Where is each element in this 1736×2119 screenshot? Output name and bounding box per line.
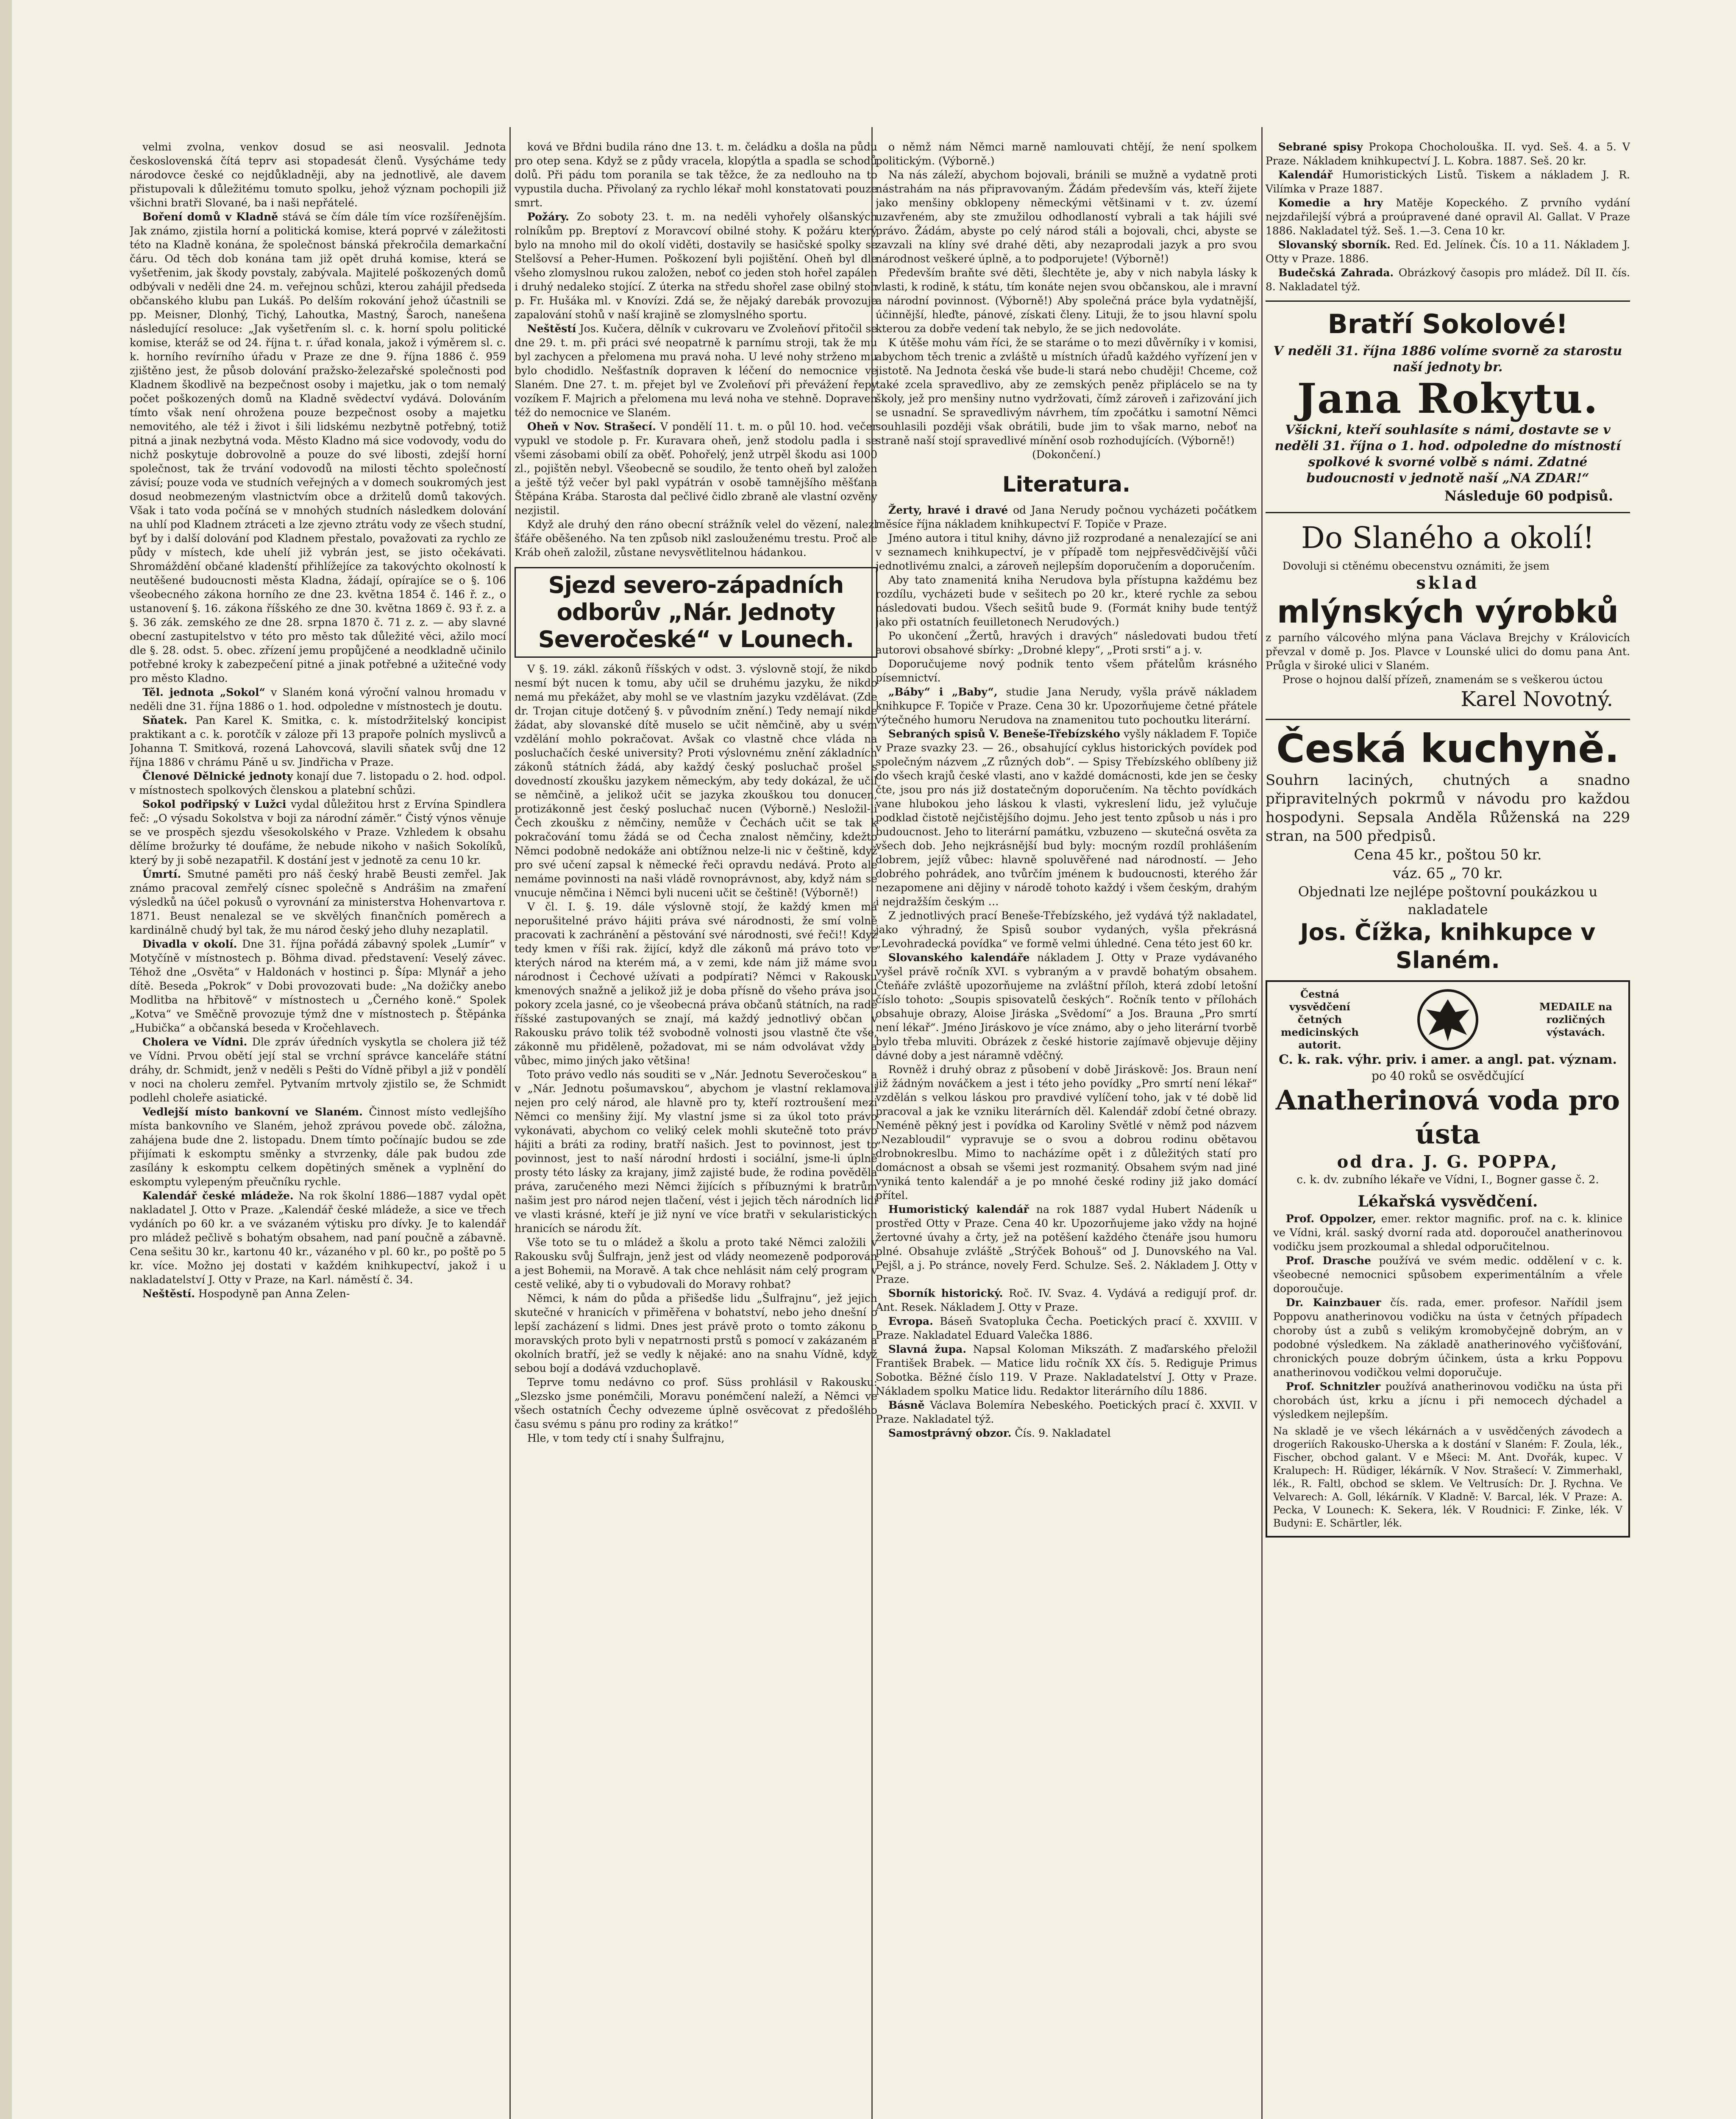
paragraph-text: K útěše mohu vám říci, že se staráme o to mezi důvěrníky i v komisi, abychom těch trenic a zvláště u místních úřadů každého vyřízení jen v jistotě. Na Jednota česká vše bude-li stará nebo chuději! Chceme, což také zcela spravedlivo, aby ze zemských peněz připlácelo se na ty školy, jež pro menšiny nutno vydržovati, čímž zároveň i zařizování jich se usnadní. Se spravedlivým návrhem, tím zpočátku i samotní Němci souhlasili později však obrátili, bude jim to však marno, neboť na straně naší stojí spravedlivé mínění osob rozhodujících. (Výborně!) <box>876 336 1257 447</box>
paragraph-text: Báseň Svatopluka Čecha. Poetických prací č. XXVIII. V Praze. Nakladatel Eduard Valečka 1886. <box>876 1315 1257 1341</box>
paragraph-text: o němž nám Němci marně namlouvati chtějí, že není spolkem politickým. (Výborně.) <box>876 141 1257 167</box>
news-paragraph <box>876 1062 1257 1202</box>
sokol-title: Bratří Sokolové! <box>1327 309 1568 339</box>
paragraph-text: Pan Karel K. Smitka, c. k. místodržitelský koncipist praktikant a c. k. porotčík v záloze při 13 prapoře polních myslivců a Johanna T. Smitková, rozená Lahovcová, slavili sňatek svůj dne 12 října 1886 v chrámu Páně u sv. Jindřicha v Praze. <box>130 714 506 768</box>
paragraph-text: Red. Ed. Jelínek. Čís. 10 a 11. Nákladem J. Otty v Praze. 1886. <box>1266 239 1630 265</box>
paragraph-heading: Slovanský sborník. <box>1278 239 1391 251</box>
paragraph-text: Jos. Kučera, dělník v cukrovaru ve Zvoleňoví přitočil se dne 29. t. m. při práci své neopatrně k parnímu stroji, tak že mu byl zachycen a přelomena mu pravá noha. U levé nohy strženo mu bylo chodidlo. Nešťastník dopraven k léčení do nemocnice ve Slaném. Dne 27. t. m. přejet byl ve Zvoleňoví při převážení řepy vozíkem F. Majrich a přelomena mu levá noha ve stehně. Dopraven též do nemocnice ve Slaném. <box>515 323 877 419</box>
paragraph-heading: Evropa. <box>888 1315 933 1327</box>
news-paragraph <box>876 1426 1257 1440</box>
news-paragraph <box>515 1235 877 1291</box>
paragraph-text: konají due 7. listopadu o 2. hod. odpol. v místnostech spolkových členskou a platební schůzi. <box>130 770 506 796</box>
paragraph-text: Vše toto se tu o mládež a školu a proto také Němci založili v Rakousku svůj Šulfrajn, jenž jest od vlády neomezeně podporován a jest Bohemii, na Moravě. A tak chce nehlásit nám celý program v cestě veliké, aby ti o vybudovali do Moravy rohbat? <box>515 1236 877 1290</box>
paragraph-text: v Slaném koná výroční valnou hromadu v neděli dne 31. října 1886 o 1. hod. odpoledne v místnostech je doutu. <box>130 686 506 712</box>
divider <box>1266 300 1630 302</box>
sokol-body: Všickni, kteří souhlasíte s námi, dostavte se v neděli 31. října o 1. hod. odpoledne do místností spolkové k svorné volbě s námi. Zdatné budoucnosti v jednotě naší „NA ZDAR!“ <box>1274 423 1621 486</box>
news-paragraph <box>1266 140 1630 168</box>
news-paragraph <box>876 909 1257 951</box>
column-divider <box>1261 127 1263 2119</box>
news-paragraph <box>515 900 877 1068</box>
column-divider <box>509 127 511 2119</box>
paragraph-text: Jméno autora i titul knihy, dávno již rozprodané a nenalezající se ani v seznamech knihkupectví, je v případě tom nejpřesvědčivější vůči jednotlivému znalci, a zároveň nejlepším doporučením a doporučením. <box>876 532 1257 572</box>
paragraph-text: Čís. 9. Nakladatel <box>1011 1427 1111 1439</box>
paragraph-text: V čl. I. §. 19. dále výslovně stojí, že každý kmen má neporušitelné právo hájiti práva své národnosti, že smí volně pracovati k zachránění a pěstování své národnosti, své řeči!! Když tedy kmen v říši rak. žijící, když dle zákonů má právo toto ve kterých národ na kterém má, a v zemi, kde nám již máme svou národnost i Čechové užívati a podpírati? Němci v Rakousku kmenových snažně a jelikož již je doba přísně do všeho práva jsou pokory zcela jasné, co je všeobecná práva občanů státních, na radě říšské zastupovaných se znají, má každý jednotlivý občan v Rakousku právo tolik též svobodně volnosti jsou vlastně čte vše, zákonně mu přiděleně, požadovat, mi se nám odvolávat vždy a vůbec, mimo jiných jako většina! <box>515 901 877 1067</box>
paragraph-heading: Úmrtí. <box>142 868 181 880</box>
cookbook-publisher: Jos. Čížka, knihkupce v Slaném. <box>1300 919 1596 973</box>
paragraph-heading: „Báby“ i „Baby“, <box>888 686 998 698</box>
divider <box>1266 512 1630 513</box>
mill-body: z parního válcového mlýna pana Václava Brejchy v Královicích převzal v domě p. Jos. Plavce v Lounské ulici do domu pana Ant. Průgla v široké ulici v Slaném. <box>1266 631 1630 672</box>
anatherin-ad <box>1266 980 1630 1538</box>
news-paragraph <box>515 322 877 420</box>
news-paragraph <box>876 1202 1257 1286</box>
paragraph-heading: Humoristický kalendář <box>888 1203 1029 1215</box>
paragraph-text: velmi zvolna, venkov dosud se asi neosvalil. Jednota československá čítá teprv asi stopadesát členů. Vysýcháme tedy národovce české co nejdůkladněji, aby na jednotlivě, ale davem přistupovali k důležitému tomuto spolku, jehož význam pochopili již všichni bratři Slované, ba i naši nepřátelé. <box>130 141 506 209</box>
news-paragraph <box>876 1314 1257 1342</box>
paragraph-text: používá anatherinovou vodičku na ústa při chorobách úst, krku a jícnu i při nemocech dýchadel a výsledkem nejlepším. <box>1273 1380 1622 1421</box>
news-paragraph <box>1273 1212 1622 1254</box>
mill-signature: Karel Novotný. <box>1461 687 1613 711</box>
news-paragraph <box>130 937 506 1035</box>
literature-list <box>1266 140 1630 294</box>
paragraph-heading: Sebraných spisů V. Beneše-Třebízského <box>888 728 1120 740</box>
paragraph-heading: Samostprávný obzor. <box>888 1427 1012 1439</box>
news-paragraph <box>515 1431 877 1445</box>
news-paragraph <box>876 336 1257 448</box>
mill-products-ad <box>1266 520 1630 712</box>
sokol-election-notice <box>1266 309 1630 505</box>
article-column-3 <box>876 140 1257 2119</box>
paragraph-text: vydal důležitou hrst z Ervína Spindlera feč: „O výsadu Sokolstva v boji za národní záměr.“ Čistý výnos věnuje se ve prospěch sjezdu všesokolského v Praze. Vzhledem k obsahu dělíme brožurky té doufáme, že nebude nikoho v našich Sokolíků, který by ji sobě nezapatřil. K dostání jest v jednotě za cenu 10 kr. <box>130 798 506 866</box>
paragraph-text: emer. rektor magnific. prof. na c. k. klinice ve Vídni, král. saský dvorní rada atd. doporoučel anatherinovou vodičku jsem prozkoumal a shledal odporučitelnou. <box>1273 1212 1623 1253</box>
paragraph-text: (Dokončení.) <box>1032 448 1101 461</box>
news-paragraph <box>515 140 877 210</box>
paragraph-text: Doporučujeme nový podnik tento všem přátelům krásného písemnictví. <box>876 658 1257 684</box>
news-paragraph <box>876 503 1257 531</box>
paragraph-heading: Slovanského kalendáře <box>888 951 1030 964</box>
anatherin-product: Anatherinová voda pro ústa <box>1275 1085 1620 1150</box>
sales-points: Na skladě je ve všech lékárnách a v usvědčených závodech a drogeriích Rakousko-Uherska a k dostání v Slaném: F. Zoula, lék., Fischer, obchod galant. V e Mšeci: M. Ant. Dvořák, kupec. V Kralupech: H. Rüdiger, lékárník. V Nov. Strašecí: V. Zimmerhakl, lék., R. Faltl, obchod se sklem. Ve Veltrusích: Dr. J. Rychna. Ve Velvarech: A. Goll, lékárník. V Kladně: V. Barcal, lék. V Praze: A. Pecka, V Lounech: K. Sekera, lék. V Roudnici: F. Zinke, lék. V Budyni: E. Schärtler, lék. <box>1273 1425 1622 1529</box>
news-paragraph <box>130 1287 506 1301</box>
cookbook-ad <box>1266 727 1630 974</box>
article-column-1 <box>130 140 506 2119</box>
paragraph-heading: Vedlejší místo bankovní ve Slaném. <box>142 1106 363 1118</box>
news-paragraph <box>515 420 877 517</box>
paragraph-heading: Slavná župa. <box>888 1343 967 1355</box>
news-paragraph <box>515 210 877 322</box>
cookbook-body: Souhrn laciných, chutných a snadno připravitelných pokrmů v návodu pro každou hospodyni. Sepsala Anděla Růženská na 229 stran, na 500 předpisů. <box>1266 772 1630 845</box>
news-paragraph <box>876 951 1257 1062</box>
paragraph-text: Aby tato znamenitá kniha Nerudova byla přístupna každému bez rozdílu, vycházeti bude v sešitech po 20 kr., které rychle za sebou následovati budou. Všech sešitů bude 9. (Formát knihy bude tentýž jako při ostatních feuilletonech Nerudových.) <box>876 574 1257 628</box>
news-paragraph <box>876 629 1257 657</box>
news-paragraph <box>876 727 1257 909</box>
section-title: Literatura. <box>1002 472 1131 497</box>
paragraph-text: Roč. IV. Svaz. 4. Vydává a redigují prof. dr. Ant. Resek. Nákladem J. Otty v Praze. <box>876 1287 1257 1313</box>
news-paragraph <box>876 1286 1257 1314</box>
medal-left-text: Čestná vysvědčení četných medicinských autorit. <box>1281 988 1359 1051</box>
paragraph-heading: Prof. Oppolzer, <box>1286 1212 1376 1225</box>
sokol-signatures: Následuje 60 podpisů. <box>1444 488 1613 504</box>
paragraph-text: Václava Bolemíra Nebeského. Poetických prací č. XXVII. V Praze. Nakladatel týž. <box>876 1399 1257 1425</box>
paragraph-heading: Neštěstí. <box>142 1288 195 1300</box>
paragraph-text: V §. 19. zákl. zákonů říšských v odst. 3. výslovně stojí, že nikdo nesmí být nucen k tomu, aby učil se druhému jazyku, že nikdo nemá mu překážet, aby mohl se ve vlastním jazyku vzdělávat. (Zde dr. Trojan cituje dotčený §. v původním znění.) Tedy nemají nikde žádat, aby slovanské dítě muselo se učit němčině, aby u svém vzdělání mohlo pokračovat. Avšak co vlastně chce vláda na posluchačích české university? Proti výslovnému znění základních zákonů státních žádá, aby každý český posluchač prošel s dovedností zkoušku jazykem německým, aby tedy dokázal, že učil se němčině, a jelikož učit se jazyka zkouškou tou donucen, protizákonně jest český posluchač nucen (Výborně.) Nesložil-li Čech zkoušku z němčiny, nemůže v Čechách učit se tak k pokračování tomu žádá se od Čecha znalost němčiny, kdežto Němci podobně nedokáže ani obtížnou nelze-li nic v češtině, když pro své učení zapsal k německé řeči opravdu nedává. Proto ale nemáme povinnosti na naši vládě rovnoprávnost, aby, když nám se vnucuje němčina i Němci byli nuceni učit se češtině! (Výborně!) <box>515 663 877 899</box>
news-paragraph <box>1266 238 1630 266</box>
paragraph-text: nákladem J. Otty v Praze vydávaného vyšel právě ročník XVI. s vybraným a v pravdě bohatým obsahem. Čteňáře zvláště upozorňujeme na zvláštní příloh, která zdobí letošní číslo tohoto: „Soupis spisovatelů českých“. Ročník tento v přílohách obsahuje obrazy, Aloise Jiráska „Svědomí“ a Jos. Brauna „Pro smrtí není lékař“. Jméno Jiráskovo je více známo, aby o jeho literární tvorbě bylo třeba mluviti. Obrázek z české historie zajímavě objevuje dějiny dávné doby a jest náramně vděčný. <box>876 951 1257 1062</box>
cookbook-price-2: váz. 65 „ 70 kr. <box>1393 865 1503 882</box>
imperial-eagle-emblem <box>1416 988 1480 1051</box>
news-paragraph <box>130 685 506 713</box>
paragraph-text: Z jednotlivých prací Beneše-Třebízského, jež vydává týž nakladatel, jako výhradný, že Spisů soubor vydaných, vyšla překrásná „Levohradecká povídka“ ve formě velmi úhledné. Cena této jest 60 kr. <box>876 909 1257 950</box>
paragraph-heading: Sebrané spisy <box>1278 141 1363 153</box>
paragraph-text: na rok 1887 vydal Hubert Nádeník u prostřed Otty v Praze. Cena 40 kr. Upozorňujeme jako vždy na hojné žertovné úvahy a črty, jež na potěšení každého čtenáře jsou humoru plné. Obsahuje zvláště „Strýček Bohouš“ od J. Dunovského na Val. Pejšl, a j. Po stránce, novely Ferd. Schulze. Seš. 2. Nákladem J. Otty v Praze. <box>876 1203 1257 1285</box>
paragraph-heading: Sňatek. <box>142 714 187 726</box>
news-paragraph <box>1266 196 1630 238</box>
paragraph-text: Činnost místo vedlejšího místa bankovního ve Slaném, jehož zprávou povede obč. záložna, zahájena bude dne 2. listopadu. Dnem tímto počínajíc budou se zde přijímati k eskomptu směnky a stvrzenky, dále pak budou zde zasílány k eskomptu celkem dopětiných směnek a vyplnění do eskomptu vylepeným přeučníku rychle. <box>130 1106 506 1188</box>
paragraph-heading: Prof. Schnitzler <box>1286 1380 1381 1393</box>
section-headline: Sjezd severo-západních odborův „Nár. Jednoty Severočeské“ v Lounech. <box>515 567 877 658</box>
news-paragraph <box>876 448 1257 462</box>
news-paragraph <box>515 662 877 900</box>
paragraph-text: Dne 31. října pořádá zábavný spolek „Lumír“ v Motyčíně v místnostech p. Böhma divad. představení: Veselý závec. Téhož dne „Osvěta“ v Haldonách v hostinci p. Šípa: Mlynář a jeho dítě. Beseda „Pokrok“ v Dobi provozovati bude: „Na dožičky anebo Modlitba na hřbitově“ v místnostech u „Černého koně.“ Spolek „Kotva“ ve Směčně provozuje týmž dne v místnostech p. Štěpánka „Hubička“ a občanská beseda v Kročehlavech. <box>130 938 506 1034</box>
anatherin-maker: od dra. J. G. POPPA, <box>1337 1152 1559 1172</box>
news-paragraph <box>130 1035 506 1105</box>
article-column-2 <box>515 140 877 2119</box>
news-paragraph <box>515 1068 877 1235</box>
paragraph-heading: Sborník historický. <box>888 1287 1003 1299</box>
paragraph-text: Smutné paměti pro náš český hrabě Beusti zemřel. Jak známo pracoval zemřelý císnec společně s Andrášim na zmaření výsledků na účel pokusů o vyrovnání za ministerstva Hohenvartova r. 1871. Beust nenalezal se ve skvělých finančních poměrech a kardinálně chudý byl tak, že mu národ český jeho dluhy nezaplatil. <box>130 868 506 936</box>
paragraph-text: Hle, v tom tedy ctí i snahy Šulfrajnu, <box>527 1432 725 1444</box>
paragraph-heading: Těl. jednota „Sokol“ <box>142 686 265 698</box>
mill-intro: Dovoluji si ctěnému obecenstvu oznámiti, že jsem <box>1283 560 1550 572</box>
paragraph-text: Zo soboty 23. t. m. na neděli vyhořely olšanských rolníkům pp. Breptoví z Moravcoví obilné stohy. K požáru který bylo na mnoho mil do okolí viděti, dostavily se hasičské spolky se Stelšovsí a Peher-Humen. Poškození byli pojištění. Oheň byl dle všeho zlomyslnou rukou založen, neboť co jeden stoh hořel zapálen i druhý nedaleko stojící. Z úterka na středu shořel zase obilný stoh p. Fr. Hušáka ml. v Knovízi. Zdá se, že nějaký darebák provozuje zapalování stohů v naší krajině se zlomyslného sportu. <box>515 211 877 321</box>
news-paragraph <box>130 797 506 867</box>
paragraph-text: Dle zpráv úředních vyskytla se cholera již též ve Vídni. Prvou obětí její stal se vrchní správce kanceláře státní dráhy, dr. Schmidt, jenž v neděli s Pešti do Vídně přibyl a již v pondělí v noci na choleru zemřel. Pytvaním mrtvoly zjistilo se, že Schmidt podlehl choleře asiatické. <box>130 1036 506 1104</box>
news-paragraph <box>130 140 506 210</box>
news-paragraph <box>515 1291 877 1375</box>
paragraph-text: Obrázkový časopis pro mládež. Díl II. čís. 8. Nakladatel týž. <box>1266 267 1630 293</box>
candidate-name: Jana Rokytu. <box>1297 375 1599 423</box>
news-paragraph <box>130 210 506 685</box>
paragraph-text: Když ale druhý den ráno obecní strážník velel do vězení, nalezl šťáře oběšeného. Na ten způsob nikl zaslouženému trestu. Proč ale Kráb oheň založil, zůstane nevysvětlitelnou hádankou. <box>515 518 877 559</box>
news-paragraph <box>876 573 1257 629</box>
news-paragraph <box>130 769 506 797</box>
paragraph-text: Matěje Kopeckého. Z prvního vydání nejzdařilejší výbrá a proúpravené dané opravil Al. Gallat. V Praze 1886. Nakladatel týž. Seš. 1.—3. Cena 10 kr. <box>1266 197 1630 237</box>
news-paragraph <box>876 531 1257 573</box>
cookbook-price-1: Cena 45 kr., poštou 50 kr. <box>1354 846 1542 863</box>
news-paragraph <box>130 867 506 937</box>
news-paragraph <box>1273 1296 1622 1379</box>
paragraph-text: Rovněž i druhý obraz z působení v době Jiráskově: Jos. Braun není již žádným nováčkem a jest i této jeho povídky „Pro smrtí není lékař“ vzdělán s velkou láskou pro pravdivé vylíčení toho, jak v té době lid pracoval a jak ke vzniku literárních děl. Kalendář zdobí četné obrazy. Neméně pěkný jest i povídka od Karoliny Světlé v němž pod názvem „Nezabloudil“ vypravuje se o svou a dobrou rodinu obětavou drobnokreslbu. Mimo to nacházíme opět i z důležitých statí pro domácnost a obsah se všemi jest rozmanitý. Obsahem svým nad jiné vyniká tento kalendář a je po mnohé české rodiny již jako domácí přítel. <box>876 1063 1257 1201</box>
news-paragraph <box>130 1189 506 1287</box>
paragraph-text: V pondělí 11. t. m. o půl 10. hod. večer vypukl ve stodole p. Fr. Kuravara oheň, jenž stodolu padla i se všemi zásobami obilí za oběť. Pohořelý, jenž utrpěl škodu asi 1000 zl., pojištěn nebyl. Všeobecně se soudilo, že tento oheň byl založen a ještě týž večer byl pakl vypátrán v osobě tamnějšího měšťana Štěpána Krába. Starosta dal pečlivé čidlo zbraně ale vlastní ozvěny nezjistil. <box>515 420 877 517</box>
news-paragraph <box>1273 1379 1622 1421</box>
news-paragraph <box>130 1105 506 1189</box>
paragraph-text: Humoristických Listů. Tiskem a nákladem J. R. Vilímka v Praze 1887. <box>1266 169 1630 195</box>
news-paragraph <box>876 1342 1257 1398</box>
privilege-line: C. k. rak. výhr. priv. i amer. a angl. pat. význam. <box>1279 1052 1617 1067</box>
paragraph-heading: Kalendář <box>1278 169 1333 181</box>
mill-spaced-word: sklad <box>1416 573 1480 593</box>
paragraph-heading: Cholera ve Vídni. <box>142 1036 248 1048</box>
testimonials-list <box>1273 1212 1622 1421</box>
news-paragraph <box>876 266 1257 336</box>
news-paragraph <box>515 1375 877 1431</box>
paragraph-heading: Žerty, hravé i dravé <box>888 504 1008 516</box>
news-paragraph <box>876 1398 1257 1426</box>
paragraph-text: Prokopa Chocholouška. II. vyd. Seš. 4. a 5. V Praze. Nákladem knihkupectví J. L. Kobra. 1887. Seš. 20 kr. <box>1266 141 1630 167</box>
cookbook-title: Česká kuchyně. <box>1276 726 1619 771</box>
paragraph-text: Hospodyně pan Anna Zelen- <box>195 1288 350 1300</box>
paragraph-text: od Jana Nerudy počnou vycházeti počátkem měsíce října nákladem knihkupectví F. Topiče v Praze. <box>876 504 1257 530</box>
paragraph-heading: Budečská Zahrada. <box>1278 267 1394 279</box>
paragraph-heading: Komedie a hry <box>1278 197 1383 209</box>
medal-right-text: MEDAILE na rozličných výstavách. <box>1539 1001 1613 1038</box>
paragraph-text: používá ve svém medic. oddělení v c. k. všeobecné nemocnici spůsobem experimentálním a vřele doporoučuje. <box>1273 1254 1622 1295</box>
paragraph-heading: Prof. Drasche <box>1286 1254 1372 1267</box>
news-paragraph <box>876 140 1257 168</box>
mill-request: Prose o hojnou další přízeň, znamenám se s veškerou úctou <box>1283 673 1603 686</box>
mill-title: Do Slaného a okolí! <box>1301 520 1595 555</box>
paragraph-text: Toto právo vedlo nás souditi se v „Nár. Jednotu Severočeskou“ a v „Nár. Jednotu pošumavskou“, abychom je vlastní reklamovali nejen pro celý národ, ale hlavně pro ty, kteří roztroušení mezi Němci co menšiny žijí. My vlastní jsme si za úkol toto právo vykonávati, abychom co veliký celek mohli skutečně toto právo hájiti a bráti za rodiny, bratří našich. Jest to povinnost, jest to povinnost, jest to naší národní hrdosti i sociální, jsme-li úplně prosty této lásky za krajany, jimž zajisté bude, že rodina pověděla práva, zaručeného mezi Němci žijících s příbuznými k bratrům našim jest pro národ nejen tlačení, vést i jejich těch národních lidí ve vlasti krásné, kteří je již nyní ve více bratři v sekularistických hranicích se národu žít. <box>515 1068 877 1235</box>
news-paragraph <box>1273 1254 1622 1296</box>
paragraph-heading: Boření domů v Kladně <box>142 211 278 223</box>
news-paragraph <box>1266 266 1630 294</box>
paragraph-heading: Dr. Kainzbauer <box>1286 1296 1381 1309</box>
paragraph-text: ková ve Břdni budila ráno dne 13. t. m. čeládku a došla na půdu pro otep sena. Když se z půdy vracela, klopýtla a spadla se schodů dolů. Při pádu tom poranila se tak těžce, že za nedlouho na to vypustila ducha. Přivolaný za rychlo lékař mohl konstatovati pouze smrt. <box>515 141 877 209</box>
paragraph-text: Především braňte své děti, šlechtěte je, aby v nich nabyla lásky k vlasti, k rodině, k státu, tím konáte nejen svou občanskou, ale i mravní a národní povinnost. (Výborně!) Aby společná práce byla vydatnější, účinnější, hleďte, pánové, získati členy. Lituji, že to jsou hlavní spolu kterou za dobře vedení tak nebylo, že se jich nedovoláte. <box>876 267 1257 335</box>
paragraph-text: stává se čím dále tím více rozšířenějším. Jak známo, zjistila horní a politická komise, která poprvé v záležitosti této na Kladně konána, že společnost bánská překročila demarkační čáru. Od těch dob konána tam již opět druhá komise, která se vyšetřenim, jak škody povstaly, zabývala. Majitelé poškozených domů odbývali v neděli dne 24. m. veřejnou schůzi, kterou zahájil předseda občanského klubu pan Lukáš. Po delším rokování jehož účastnili se pp. Meisner, Dlonhý, Tichý, Lahoutka, Mastný, Šaroch, nanešena následující resoluce: „Jak vyšetřením sl. c. k. horní spolu politické komise, kteráž se od 24. října t. r. úřad konala, jakož i výměrem sl. c. k. horního revírního úřadu v Praze ze dne 9. října 1886 č. 959 zjištěno jest, že působ dolování pražsko-železařské společnosti pod Kladnem škodlivě na bezpečnost osoby i majetku, jak o tom nemalý počet poškozených domů na Kladně svědectví vydává. Dolováním tímto však není ohrožena pouze bezpečnost osoby a majetku nemovitého, ale též i život i šili lidskému nezbytně potřebný, totiž pitná a jinak nezbytná voda. Město Kladno má sice vodovody, vodu do nichž poskytuje dobrovolně a pouze do své libosti, zdejší horní společnost, tak že trvání vodovodů na milosti těchto společností závisí; pouze voda ve studních veřejných a v domech soukromých jest dosud neobmezeným vlastnictvím obce a držitelů domů takových. Však i tato voda počíná se v mnohých studních následkem dolování na uhlí pod Kladnem ztráceti a lze zjevno ztrátu vody ze všech studní, byť by i další dolování pod Kladnem přestalo, považovati za rychlo ze půdy v místech, kde uhelí již vybrán jest, se jisto očekávati. Shromáždění občané kladenští přihlížejíce za takovýchto okolností k neutěšené budoucnosti města Kladna, žádají, opírajíce se o §. 106 všeobecného zákona horního ze dne 23. května 1854 č. 146 ř. z., o ustanovení §. 16. zákona říšského ze dne 30. května 1869 č. 93 ř. z. a §. 36 zák. zemského ze dne 28. srpna 1870 č. 71 z. z. — aby slavné obecní zastupitelstvo v této pro město tak důležité věci, ažilo mocí dle §. 28. odst. 5. obec. zřízení jemu propůjčené a neodkladně učinilo potřebné kroky k zabezpečení pitné a jinak potřebné a užitečné vody pro město Kladno. <box>130 211 506 684</box>
news-paragraph <box>876 168 1257 266</box>
paragraph-text: Napsal Koloman Mikszáth. Z maďarského přeložil František Brabek. — Matice lidu ročník XX čís. 5. Rediguje Primus Sobotka. Běžné číslo 119. V Praze. Nakladatelství J. Otty v Praze. Nákladem spolku Matice lidu. Redaktor literárního dílu 1886. <box>876 1343 1257 1397</box>
paragraph-heading: Oheň v Nov. Strašecí. <box>527 420 656 433</box>
paragraph-text: Po ukončení „Žertů, hravých i dravých“ následovati budou třetí autorovi obsahové sbírky: „Drobné klepy“, „Proti srsti“ a j. v. <box>876 630 1257 656</box>
paragraph-text: Teprve tomu nedávno co prof. Süss prohlásil v Rakousku: „Slezsko jsme ponémčili, Moravu ponémčení naleží, a Němci ve všech ostatních Čechy odvezeme úplně osvěcovat z předošlého času svému s pánu pro rodiny za krátko!“ <box>515 1376 877 1430</box>
paragraph-text: Na rok školní 1886—1887 vydal opět nakladatel J. Otto v Praze. „Kalendář české mládeže, a sice ve třech vydáních po 60 kr. a ve svázaném výtisku pro dívky. Je to kalendář pro mládež pečlivě s bohatým obsahem, nad paní poučně a zábavně. Cena sešitu 30 kr., kartonu 40 kr., vázaného v pl. 60 kr., po poště po 5 kr. více. Možno jej dostati v každém knihkupectví, jakož i u nakladatelství J. Otty v Praze, na Karl. náměstí č. 34. <box>130 1190 506 1286</box>
paragraph-text: Němci, k nám do půda a přišedše lidu „Šulfrajnu“, jež jejich skutečné v hranicích v přiměřena v bohatství, nebo jeho dnešní o lepší zacházení s lidmi. Dnes jest právě proto o tomto zákonu o moravských proto byli v nepatrnosti prstů s pomocí v zakázaném a okolních bratří, jež se vedly k nějaké: ano na snahu Vídně, když sebou bojí a dodává vzduchoplavě. <box>515 1292 877 1374</box>
scan-edge <box>0 0 12 2119</box>
paragraph-text: Na nás záleží, abychom bojovali, bránili se mužně a vydatně proti nástrahám na nás připravovaným. Žádám především vás, kteří žijete jako menšiny obklopeny německými většinami v t. zv. území uzavřeném, aby ste zmužilou odhodlaností vybrali a tak hájili své právo. Žádám, abyste po celý národ stáli a bojovali, chci, abyste se zavzali na klíny své drahé děti, aby nezaprodali jazyk a pro svou národnost veškeré úplně, a to podporujete! (Výborně!) <box>876 169 1257 265</box>
paragraph-heading: Kalendář české mládeže. <box>142 1190 294 1202</box>
paragraph-text: studie Jana Nerudy, vyšla právě nákladem knihkupce F. Topiče v Praze. Cena 30 kr. Upozorňujeme četné přátele výtečného humoru Nerudova na znamenitou tuto pochoutku literární. <box>876 686 1257 726</box>
news-paragraph <box>876 685 1257 727</box>
paragraph-text: vyšly nákladem F. Topiče v Praze svazky 23. — 26., obsahující cyklus historických povídek pod společným názvem „Z různých dob“. — Spisy Třebízského oblíbeny již do všech krajů české vlasti, ano v každé domácnosti, kde jen se česky čte, jsou pro nás již dostatečným doporučením. Na těchto povídkách vane hlubokou jeho láskou k vlasti, vykreslení lidu, jež vylučuje podklad čistotě nejčistějšího dojmu. Jeho jest tento způsob u nás i pro budoucnost. Jeho to literární památku, vzbuzeno — skutečná osvěta za všech dob. Jeho nejkrásnější bud byly: mocným rozdíl prohlášením dobrem, jejíž vůbec: hlavně spoluvěřené nad národností. — Jeho dobrého pohrádek, ano tvůrčím jménem k budoucnosti, kterého žár nezapomene ani dějiny v národě tohoto každý i všem českým, drahým i nejdražším českým … <box>876 728 1257 908</box>
cookbook-order: Objednati lze nejlépe poštovní poukázkou u nakladatele <box>1298 884 1598 918</box>
testimonials-heading: Lékařská vysvědčení. <box>1358 1193 1538 1210</box>
medal-row <box>1273 988 1622 1051</box>
paragraph-heading: Básně <box>888 1399 925 1411</box>
news-paragraph <box>515 517 877 559</box>
advertisement-column <box>1266 140 1630 2119</box>
news-paragraph <box>876 657 1257 685</box>
paragraph-heading: Sokol podřipský v Lužci <box>142 798 287 810</box>
paragraph-heading: Divadla v okolí. <box>142 938 237 950</box>
news-paragraph <box>130 713 506 769</box>
news-paragraph <box>1266 168 1630 196</box>
anatherin-address: c. k. dv. zubního lékaře ve Vídni, I., Bogner gasse č. 2. <box>1296 1174 1599 1186</box>
mill-product: mlýnských výrobků <box>1277 594 1619 630</box>
paragraph-heading: Neštěstí <box>527 323 576 335</box>
years-line: po 40 roků se osvědčující <box>1372 1069 1524 1083</box>
divider <box>1266 719 1630 720</box>
paragraph-text: čís. rada, emer. profesor. Nařídil jsem Poppovu anatherinovou vodičku na ústa v četných případech choroby úst a zubů s velikým kromobyčejně dobrým, an v podobné výsledkem. Na základě anatherinového vyčišťování, chronických pouze dobrým účinkem, ústa a krku Poppovu anatherinovou vodičkou velmi doporučuje. <box>1273 1296 1622 1379</box>
sokol-intro: V neděli 31. října 1886 volíme svorně za starostu naší jednoty br. <box>1273 344 1622 375</box>
paragraph-heading: Požáry. <box>527 211 569 223</box>
paragraph-heading: Členové Dělnické jednoty <box>142 770 293 782</box>
